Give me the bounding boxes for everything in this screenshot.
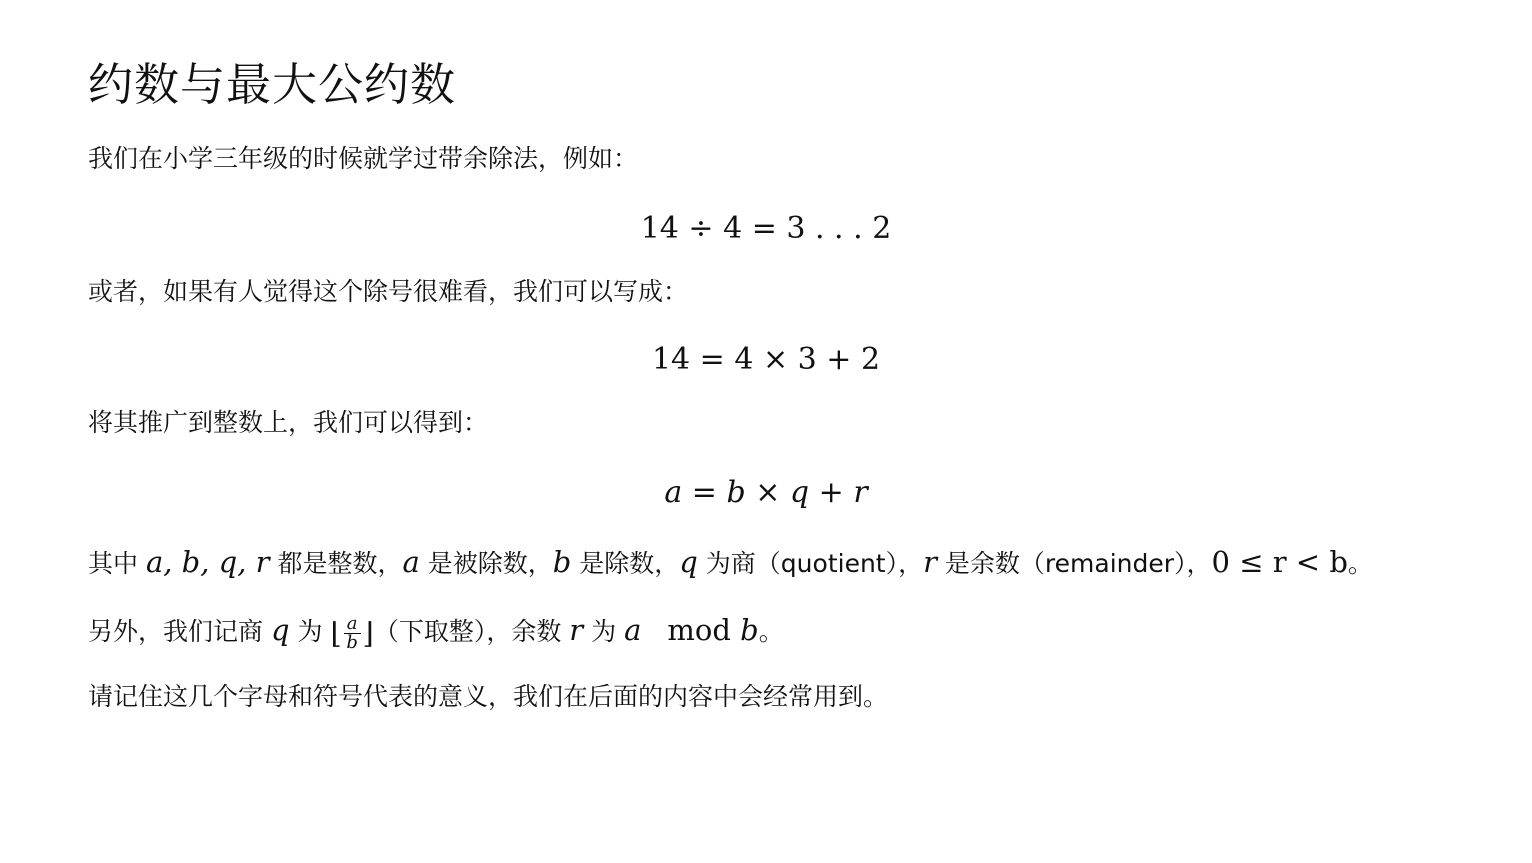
text-segment: 另外，我们记商 bbox=[88, 617, 271, 646]
text-segment: 为商（quotient）， bbox=[697, 549, 924, 578]
text-segment: （下取整），余数 bbox=[373, 617, 570, 646]
math-a: a bbox=[624, 613, 642, 647]
equation-division: 14 ÷ 4 = 3 . . . 2 bbox=[640, 211, 892, 246]
paragraph-intro: 我们在小学三年级的时候就学过带余除法，例如： bbox=[88, 144, 639, 173]
floor-right: ⌋ bbox=[362, 616, 374, 650]
math-b: b bbox=[552, 545, 572, 579]
equation-multiplication: 14 = 4 × 3 + 2 bbox=[651, 342, 881, 377]
text-segment: 是被除数， bbox=[419, 549, 553, 578]
text-segment: 为 bbox=[289, 617, 331, 646]
paragraph-definitions bbox=[88, 544, 1373, 582]
math-a: a bbox=[402, 545, 420, 579]
text-segment: 。 bbox=[758, 617, 784, 646]
math-r: r bbox=[569, 613, 584, 647]
text-segment: 是余数（remainder）， bbox=[936, 549, 1212, 578]
eq-var-a: a bbox=[664, 475, 683, 510]
paragraph-closing: 请记住这几个字母和符号代表的意义，我们在后面的内容中会经常用到。 bbox=[88, 682, 889, 711]
equation-general bbox=[88, 473, 1444, 513]
math-q: q bbox=[270, 613, 290, 647]
math-b: b bbox=[740, 613, 759, 647]
math-q: q bbox=[679, 545, 698, 579]
math-mod: mod bbox=[667, 613, 731, 647]
math-inequality: 0 ≤ r < b bbox=[1211, 545, 1348, 579]
text-segment: 都是整数， bbox=[269, 549, 403, 578]
floor-left: ⌊ bbox=[330, 616, 342, 650]
paragraph-generalize: 将其推广到整数上，我们可以得到： bbox=[88, 408, 489, 437]
paragraph-notation bbox=[88, 612, 784, 651]
eq-times: × bbox=[745, 475, 790, 510]
math-r: r bbox=[923, 545, 937, 579]
eq-var-r: r bbox=[853, 475, 868, 510]
text-segment: 为 bbox=[583, 617, 625, 646]
fraction-a-over-b bbox=[344, 612, 361, 653]
fraction-denominator: b bbox=[346, 631, 358, 653]
eq-var-b: b bbox=[726, 475, 746, 510]
text-segment: 。 bbox=[1347, 549, 1373, 578]
page-title: 约数与最大公约数 bbox=[88, 58, 457, 111]
paragraph-rewrite: 或者，如果有人觉得这个除号很难看，我们可以写成： bbox=[88, 277, 689, 306]
document-body bbox=[88, 54, 1448, 711]
eq-equals: = bbox=[682, 475, 727, 510]
math-vars: a, b, q, r bbox=[145, 545, 270, 579]
fraction-numerator: a bbox=[344, 616, 361, 634]
text-segment: 其中 bbox=[88, 549, 146, 578]
eq-var-q: q bbox=[789, 475, 810, 510]
text-segment: 是除数， bbox=[571, 549, 680, 578]
eq-plus: + bbox=[809, 475, 854, 510]
